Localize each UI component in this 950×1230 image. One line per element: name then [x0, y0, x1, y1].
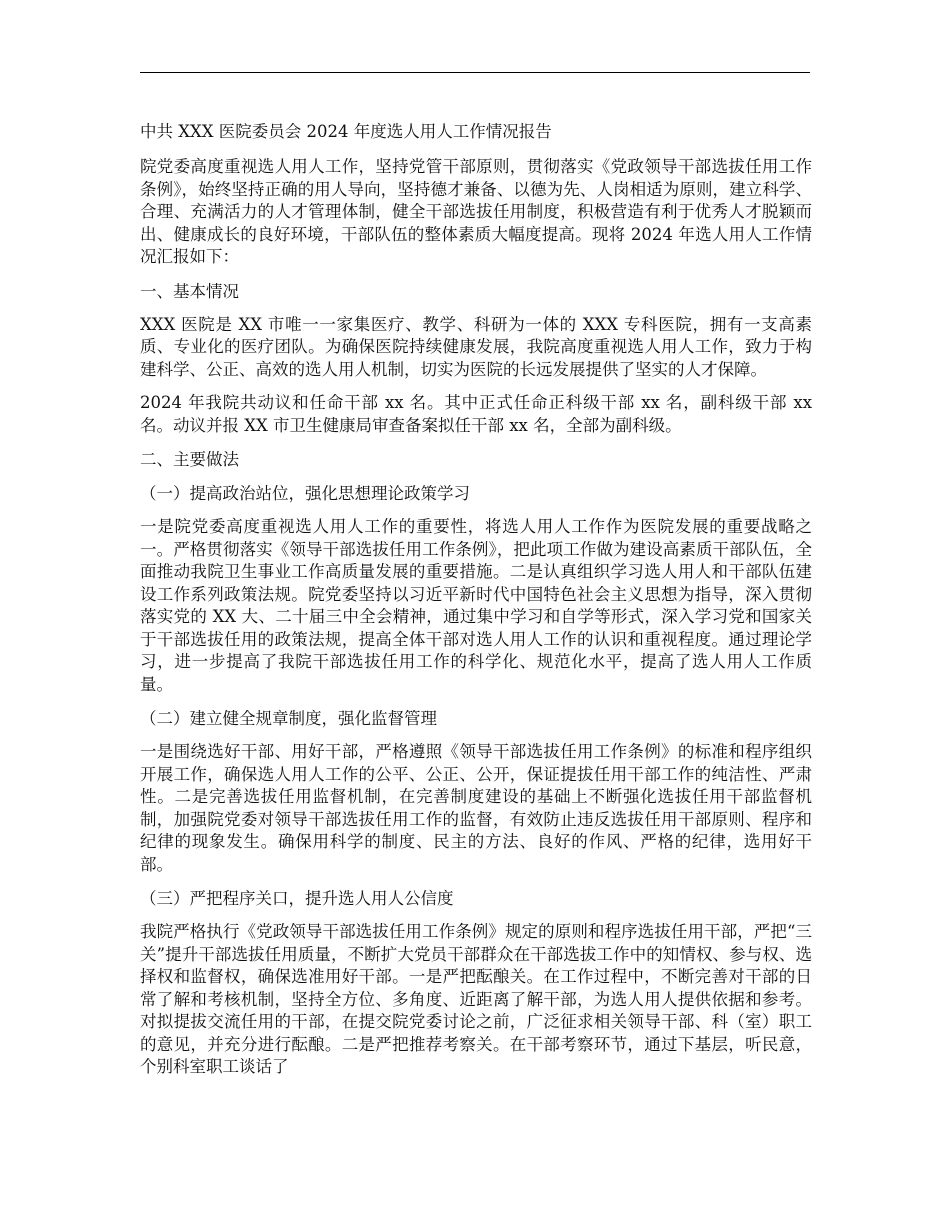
subsection-heading: （二）建立健全规章制度，强化监督管理 — [140, 709, 437, 728]
section-heading-basic-info: 一、基本情况 — [140, 281, 239, 301]
paragraph: XXX 医院是 XX 市唯一一家集医疗、教学、科研为一体的 XXX 专科医院，拥有一支高素质、专业化的医疗团队。为确保医院持续健康发展，我院高度重视选人用人工作，致力于构建科学、公正、高效的选人用人机制，切实为医院的长远发展提供了坚实的人才保障。 — [140, 314, 812, 379]
paragraph: 一是院党委高度重视选人用人工作的重要性，将选人用人工作作为医院发展的重要战略之一。严格贯彻落实《领导干部选拔任用工作条例》，把此项工作做为建设高素质干部队伍，全面推动我院卫生事业工作高质量发展的重要措施。二是认真组织学习选人用人和干部队伍建设工作系列政策法规。院党委坚持以习近平新时代中国特色社会主义思想为指导，深入贯彻落实党的 XX 大、二十届三中全会精神，通过集中学习和自学等形式，深入学习党和国家关于干部选拔任用的政策法规，提高全体干部对选人用人工作的认识和重视程度。通过理论学习，进一步提高了我院干部选拔任用工作的科学化、规范化水平，提高了选人用人工作质量。 — [140, 517, 812, 694]
intro-paragraph: 院党委高度重视选人用人工作，坚持党管干部原则，贯彻落实《党政领导干部选拔任用工作条例》，始终坚持正确的用人导向，坚持德才兼备、以德为先、人岗相适为原则，建立科学、合理、充满活力的人才管理体制，健全干部选拔任用制度，积极营造有利于优秀人才脱颖而出、健康成长的良好环境，干部队伍的整体素质大幅度提高。现将 2024 年选人用人工作情况汇报如下： — [140, 157, 812, 266]
subsection-heading: （一）提高政治站位，强化思想理论政策学习 — [140, 484, 470, 503]
page-title: 中共 XXX 医院委员会 2024 年度选人用人工作情况报告 — [140, 122, 552, 141]
paragraph: 2024 年我院共动议和任命干部 xx 名。其中正式任命正科级干部 xx 名，副科级干部 xx 名。动议并报 XX 市卫生健康局审查备案拟任干部 xx 名，全部为副科级。 — [140, 393, 812, 435]
header-rule — [140, 72, 810, 73]
paragraph: 一是围绕选好干部、用好干部，严格遵照《领导干部选拔任用工作条例》的标准和程序组织开展工作，确保选人用人工作的公平、公正、公开，保证提拔任用干部工作的纯洁性、严肃性。二是完善选拔任用监督机制，在完善制度建设的基础上不断强化选拔任用干部监督机制，加强院党委对领导干部选拔任用工作的监督，有效防止违反选拔任用干部原则、程序和纪律的现象发生。确保用科学的制度、民主的方法、良好的作风、严格的纪律，选用好干部。 — [140, 742, 812, 874]
paragraph: 我院严格执行《党政领导干部选拔任用工作条例》规定的原则和程序选拔任用干部，严把“三关”提升干部选拔任用质量，不断扩大党员干部群众在干部选拔工作中的知情权、参与权、选择权和监督权，确保选准用好干部。一是严把酝酿关。在工作过程中，不断完善对干部的日常了解和考核机制，坚持全方位、多角度、近距离了解干部，为选人用人提供依据和参考。对拟提拔交流任用的干部，在提交院党委讨论之前，广泛征求相关领导干部、科（室）职工的意见，并充分进行酝酿。二是严把推荐考察关。在干部考察环节，通过下基层，听民意，个别科室职工谈话了 — [140, 922, 812, 1076]
document-body — [140, 120, 812, 1090]
subsection-heading: （三）严把程序关口，提升选人用人公信度 — [140, 889, 454, 908]
section-heading-main-practices: 二、主要做法 — [140, 450, 239, 469]
